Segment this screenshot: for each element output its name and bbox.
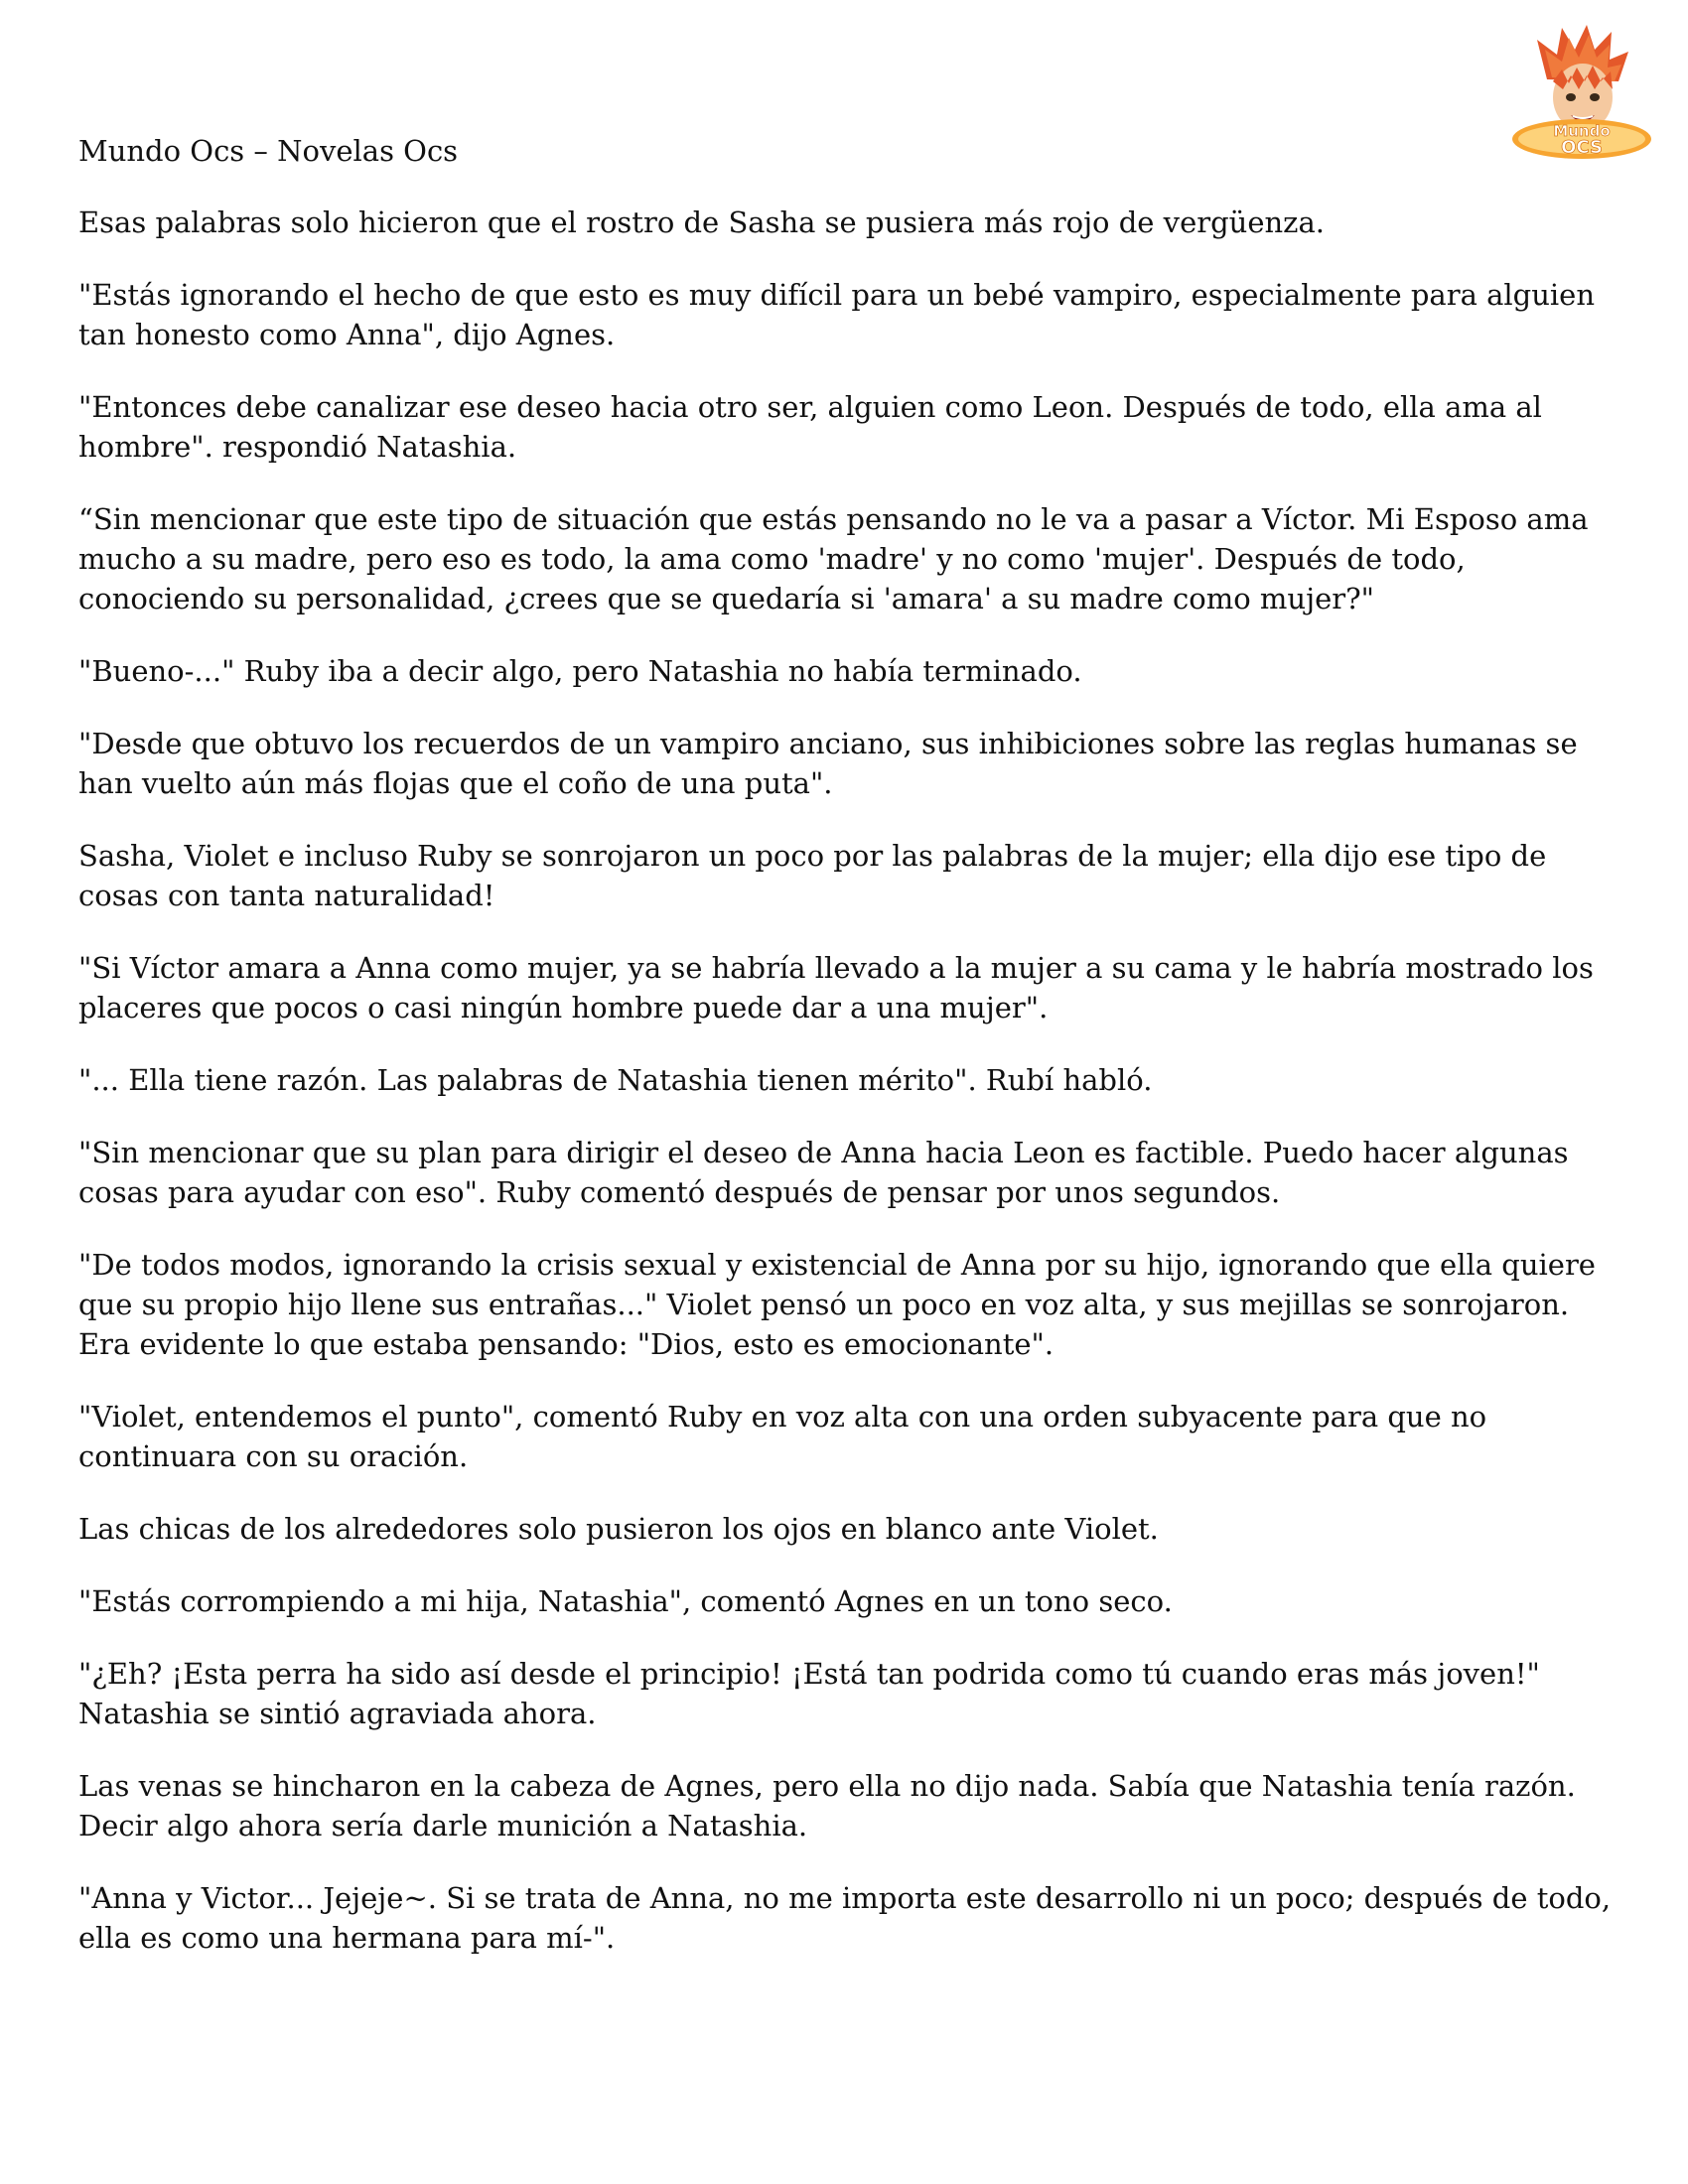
paragraph: "Bueno-..." Ruby iba a decir algo, pero Natashia no había terminado. [78, 654, 1082, 688]
paragraph: "... Ella tiene razón. Las palabras de Natashia tienen mérito". Rubí habló. [78, 1063, 1153, 1097]
paragraph: "Entonces debe canalizar ese deseo hacia otro ser, alguien como Leon. Después de todo, ella ama al hombre". respondió Natashia. [78, 390, 1542, 464]
paragraph: "Estás corrompiendo a mi hija, Natashia", comentó Agnes en un tono seco. [78, 1584, 1173, 1618]
paragraph: Esas palabras solo hicieron que el rostro de Sasha se pusiera más rojo de vergüenza. [78, 205, 1325, 239]
paragraph: "¿Eh? ¡Esta perra ha sido así desde el principio! ¡Está tan podrida como tú cuando eras más joven!" Natashia se sintió agraviada ahora. [78, 1657, 1540, 1730]
svg-text:OCS: OCS [1561, 137, 1603, 158]
paragraph: "Estás ignorando el hecho de que esto es muy difícil para un bebé vampiro, especialmente para alguien tan honesto como Anna", dijo Agnes. [78, 278, 1596, 351]
paragraph: Las venas se hincharon en la cabeza de Agnes, pero ella no dijo nada. Sabía que Natashia tenía razón. Decir algo ahora sería darle munición a Natashia. [78, 1769, 1576, 1843]
paragraph: "Violet, entendemos el punto", comentó Ruby en voz alta con una orden subyacente para que no continuara con su oración. [78, 1400, 1487, 1473]
paragraph: “Sin mencionar que este tipo de situación que estás pensando no le va a pasar a Víctor. Mi Esposo ama mucho a su madre, pero eso es todo, la ama como 'madre' y no como 'mujer'. Después de todo, conociendo su personalidad, ¿crees que se quedaría si 'amara' a su madre como mujer?" [78, 502, 1589, 615]
document-header: Mundo Ocs – Novelas Ocs [78, 134, 459, 168]
mundo-ocs-logo [1507, 20, 1656, 169]
paragraph: "De todos modos, ignorando la crisis sexual y existencial de Anna por su hijo, ignorando que ella quiere que su propio hijo llene sus entrañas..." Violet pensó un poco en voz alta, y sus mejillas se sonrojaron. Era evidente lo que estaba pensando: "Dios, esto es emocionante". [78, 1248, 1596, 1361]
svg-text:Mundo: Mundo [1553, 122, 1611, 140]
paragraph: "Anna y Victor... Jejeje~. Si se trata de Anna, no me importa este desarrollo ni un poco; después de todo, ella es como una hermana para mí-". [78, 1881, 1612, 1955]
paragraph: Sasha, Violet e incluso Ruby se sonrojaron un poco por las palabras de la mujer; ella dijo ese tipo de cosas con tanta naturalidad! [78, 839, 1547, 912]
document-body [78, 203, 1627, 1990]
paragraph: Las chicas de los alrededores solo pusieron los ojos en blanco ante Violet. [78, 1512, 1159, 1546]
paragraph: "Sin mencionar que su plan para dirigir el deseo de Anna hacia Leon es factible. Puedo hacer algunas cosas para ayudar con eso". Ruby comentó después de pensar por unos segundos. [78, 1136, 1569, 1209]
paragraph: "Si Víctor amara a Anna como mujer, ya se habría llevado a la mujer a su cama y le habría mostrado los placeres que pocos o casi ningún hombre puede dar a una mujer". [78, 951, 1594, 1024]
paragraph: "Desde que obtuvo los recuerdos de un vampiro anciano, sus inhibiciones sobre las reglas humanas se han vuelto aún más flojas que el coño de una puta". [78, 727, 1578, 800]
